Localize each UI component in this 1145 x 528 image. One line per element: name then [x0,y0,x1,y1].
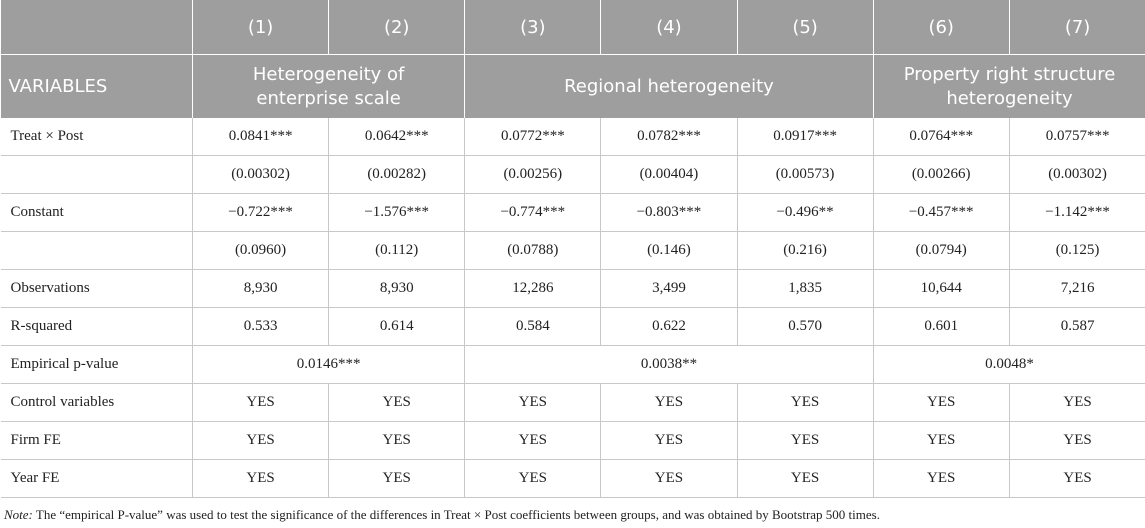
table-cell: −0.774*** [465,194,601,232]
table-cell: YES [193,460,329,498]
empirical-pvalue-cell: 0.0038** [465,346,873,384]
column-number: (6) [873,0,1009,55]
table-cell: −0.722*** [193,194,329,232]
table-cell: 0.622 [601,308,737,346]
table-cell: YES [193,384,329,422]
table-cell: YES [193,422,329,460]
table-cell: (0.112) [329,232,465,270]
table-cell: 0.0772*** [465,118,601,156]
table-cell: 0.570 [737,308,873,346]
column-number: (5) [737,0,873,55]
table-cell: (0.00573) [737,156,873,194]
table-row [1,118,1145,156]
table-cell: YES [1009,422,1145,460]
table-cell: −0.496** [737,194,873,232]
table-row [1,270,1145,308]
table-body [1,118,1145,498]
table-note [4,507,880,523]
column-number: (4) [601,0,737,55]
empirical-pvalue-cell: 0.0048* [873,346,1145,384]
table-cell: 12,286 [465,270,601,308]
table-cell: (0.0960) [193,232,329,270]
table-cell: 0.533 [193,308,329,346]
table-cell: YES [737,460,873,498]
note-text: The “empirical P-value” was used to test the significance of the differences in Treat × Post coefficients between groups, and was obtained by Bootstrap 500 times. [32,507,880,522]
variables-header: VARIABLES [1,55,193,119]
table-row [1,308,1145,346]
table-row [1,194,1145,232]
row-label: Firm FE [1,422,193,460]
table-cell: YES [601,384,737,422]
note-prefix: Note: [4,507,33,522]
table-cell: 0.0782*** [601,118,737,156]
table-cell: (0.00266) [873,156,1009,194]
table-cell: 0.0917*** [737,118,873,156]
row-label [1,232,193,270]
table-cell: YES [329,460,465,498]
table-cell: 0.587 [1009,308,1145,346]
row-label: Constant [1,194,193,232]
table-cell: 10,644 [873,270,1009,308]
row-label: Treat × Post [1,118,193,156]
table-row [1,422,1145,460]
column-number-row [1,0,1145,55]
row-label: Observations [1,270,193,308]
column-number: (7) [1009,0,1145,55]
table-cell: 0.614 [329,308,465,346]
table-cell: YES [737,384,873,422]
table-cell: 1,835 [737,270,873,308]
row-label: Control variables [1,384,193,422]
table-cell: 3,499 [601,270,737,308]
table-cell: YES [873,422,1009,460]
empirical-pvalue-row [1,346,1145,384]
table-cell: 0.0642*** [329,118,465,156]
table-row [1,156,1145,194]
table-cell: 0.584 [465,308,601,346]
table-cell: (0.125) [1009,232,1145,270]
column-number: (3) [465,0,601,55]
group-header-row [1,55,1145,119]
empirical-pvalue-cell: 0.0146*** [193,346,465,384]
table-cell: −0.803*** [601,194,737,232]
table-row [1,460,1145,498]
row-label: Empirical p-value [1,346,193,384]
table-cell: 7,216 [1009,270,1145,308]
table-cell: YES [601,422,737,460]
row-label [1,156,193,194]
table-cell: (0.0794) [873,232,1009,270]
table-cell: YES [1009,460,1145,498]
table-cell: YES [465,384,601,422]
column-number: (1) [193,0,329,55]
table-cell: YES [737,422,873,460]
table-cell: YES [873,384,1009,422]
table-cell: −1.576*** [329,194,465,232]
header-blank-cell [1,0,193,55]
table-row [1,232,1145,270]
row-label: Year FE [1,460,193,498]
table-cell: 0.601 [873,308,1009,346]
table-cell: (0.00256) [465,156,601,194]
table-cell: 8,930 [193,270,329,308]
table-cell: YES [873,460,1009,498]
table-cell: 8,930 [329,270,465,308]
table-cell: 0.0757*** [1009,118,1145,156]
table-cell: −0.457*** [873,194,1009,232]
table-cell: YES [1009,384,1145,422]
table-cell: (0.00282) [329,156,465,194]
table-cell: YES [329,384,465,422]
table-cell: −1.142*** [1009,194,1145,232]
table-cell: (0.216) [737,232,873,270]
table-cell: YES [465,460,601,498]
group-header-property: Property right structure heterogeneity [873,55,1145,119]
table-cell: (0.146) [601,232,737,270]
table-cell: (0.00404) [601,156,737,194]
table-cell: (0.00302) [1009,156,1145,194]
row-label: R-squared [1,308,193,346]
table-cell: YES [601,460,737,498]
table-cell: YES [329,422,465,460]
group-header-scale: Heterogeneity of enterprise scale [193,55,465,119]
table-row [1,384,1145,422]
table-cell: (0.0788) [465,232,601,270]
column-number: (2) [329,0,465,55]
group-header-region: Regional heterogeneity [465,55,873,119]
table-cell: 0.0841*** [193,118,329,156]
table-cell: YES [465,422,601,460]
table-cell: 0.0764*** [873,118,1009,156]
table-cell: (0.00302) [193,156,329,194]
